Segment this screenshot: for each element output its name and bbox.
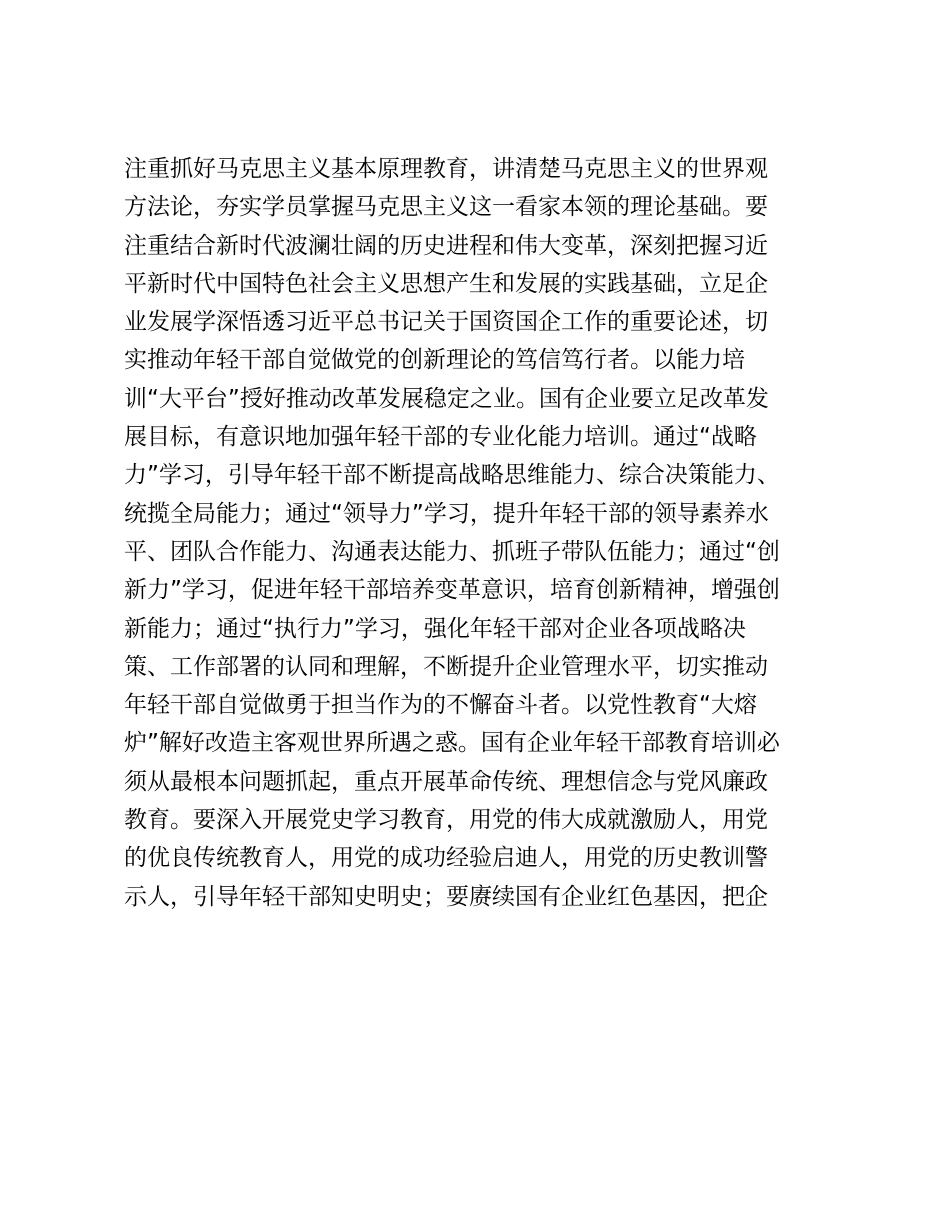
text-line: 示人，引导年轻干部知史明史；要赓续国有企业红色基因，把企 — [124, 883, 768, 910]
text-line: 训“大平台”授好推动改革发展稳定之业。国有企业要立足改革发 — [124, 385, 769, 412]
text-line: 注重结合新时代波澜壮阔的历史进程和伟大变革，深刻把握习近 — [124, 232, 768, 259]
text-line: 平、团队合作能力、沟通表达能力、抓班子带队伍能力；通过“创 — [124, 538, 780, 565]
text-line: 展目标，有意识地加强年轻干部的专业化能力培训。通过“战略 — [124, 424, 757, 451]
text-line: 统揽全局能力；通过“领导力”学习，提升年轻干部的领导素养水 — [124, 500, 769, 527]
text-line: 力”学习，引导年轻干部不断提高战略思维能力、综合决策能力、 — [124, 462, 780, 489]
text-line: 业发展学深悟透习近平总书记关于国资国企工作的重要论述，切 — [124, 309, 768, 336]
text-line: 方法论，夯实学员掌握马克思主义这一看家本领的理论基础。要 — [124, 194, 768, 221]
text-line: 新力”学习，促进年轻干部培养变革意识，培育创新精神，增强创 — [124, 577, 780, 604]
text-line: 须从最根本问题抓起，重点开展革命传统、理想信念与党风廉政 — [124, 768, 768, 795]
text-line: 注重抓好马克思主义基本原理教育，讲清楚马克思主义的世界观 — [124, 156, 768, 182]
text-line: 教育。要深入开展党史学习教育，用党的伟大成就激励人，用党 — [124, 807, 768, 834]
text-line: 实推动年轻干部自觉做党的创新理论的笃信笃行者。以能力培 — [124, 347, 745, 374]
text-line: 炉”解好改造主客观世界所遇之惑。国有企业年轻干部教育培训必 — [124, 730, 780, 757]
text-line: 的优良传统教育人，用党的成功经验启迪人，用党的历史教训警 — [124, 845, 768, 872]
text-line: 平新时代中国特色社会主义思想产生和发展的实践基础，立足企 — [124, 270, 768, 297]
text-line: 新能力；通过“执行力”学习，强化年轻干部对企业各项战略决 — [124, 615, 746, 642]
text-line: 年轻干部自觉做勇于担当作为的不懈奋斗者。以党性教育“大熔 — [124, 692, 757, 719]
text-line: 策、工作部署的认同和理解，不断提升企业管理水平，切实推动 — [124, 653, 768, 680]
body-text — [124, 150, 840, 916]
